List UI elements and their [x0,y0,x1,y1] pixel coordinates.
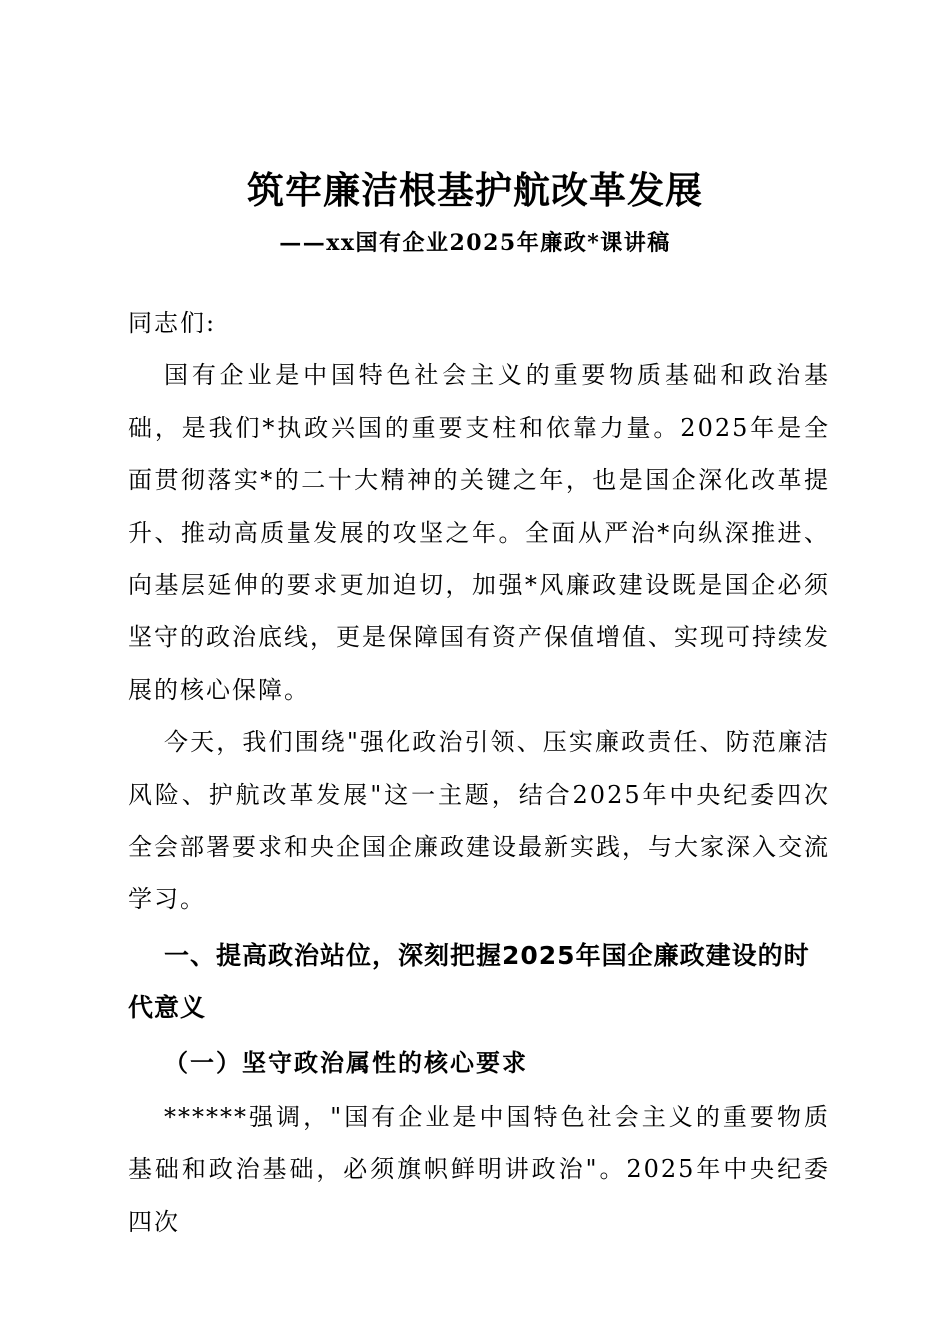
section-heading: 一、提高政治站位，深刻把握2025年国企廉政建设的时代意义 [128,940,810,1023]
document-title: 筑牢廉洁根基护航改革发展 [247,168,703,212]
subsection-heading: （一）坚守政治属性的核心要求 [164,1047,528,1077]
document-subtitle: ——xx国有企业2025年廉政*课讲稿 [279,230,671,256]
body-paragraph: 今天，我们围绕"强化政治引领、压实廉政责任、防范廉洁风险、护航改革发展"这一主题，结合2025年中央纪委四次全会部署要求和央企国企廉政建设最新实践，与大家深入交流学习。 [128,728,830,914]
salutation: 同志们: [128,309,217,337]
body-paragraph: 国有企业是中国特色社会主义的重要物质基础和政治基础，是我们*执政兴国的重要支柱和依靠力量。2025年是全面贯彻落实*的二十大精神的关键之年，也是国企深化改革提升、推动高质量发展的攻坚之年。全面从严治*向纵深推进、向基层延伸的要求更加迫切，加强*风廉政建设既是国企必须坚守的政治底线，更是保障国有资产保值增值、实现可持续发展的核心保障。 [128,361,830,704]
document-body [128,297,830,1248]
body-paragraph: ******强调，"国有企业是中国特色社会主义的重要物质基础和政治基础，必须旗帜鲜明讲政治"。2025年中央纪委四次 [128,1102,830,1236]
